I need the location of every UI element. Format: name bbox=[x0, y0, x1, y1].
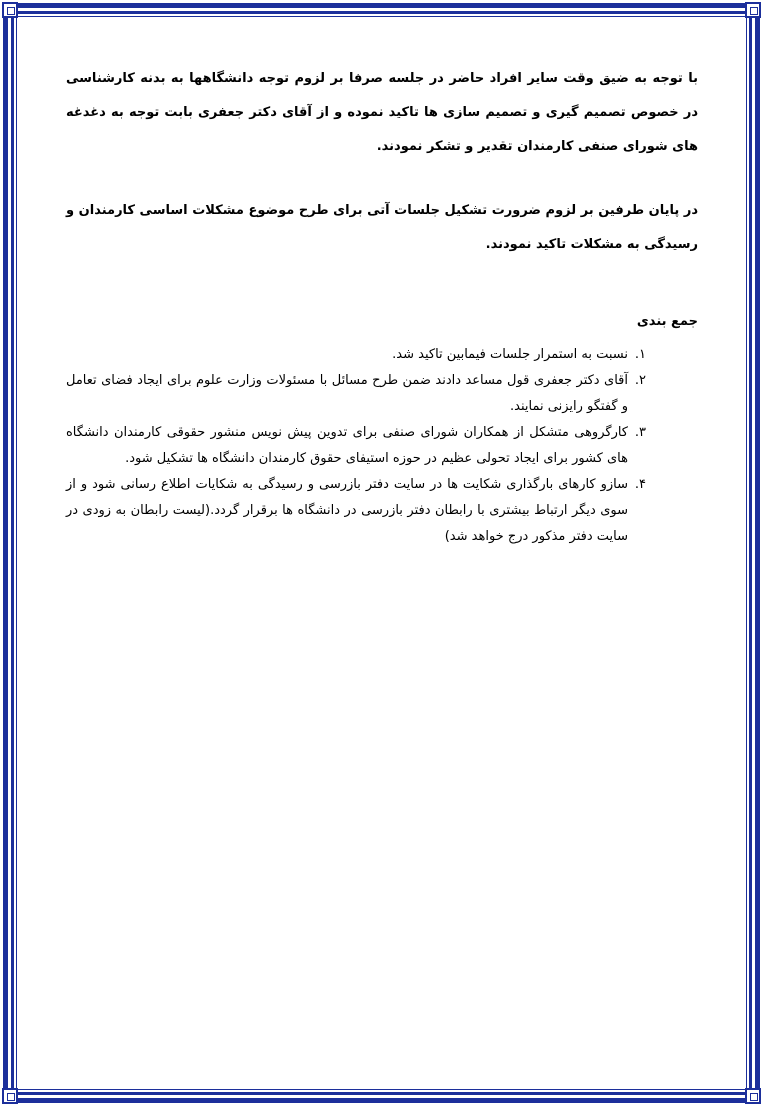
summary-list bbox=[66, 342, 698, 550]
list-item-number: ۲. bbox=[634, 373, 646, 388]
list-item-text: سازو کارهای بارگذاری شکایت ها در سایت دفتر بازرسی و رسیدگی به شکایات اطلاع رسانی شود و از سوی دیگر ارتباط بیشتری با رابطان دفتر بازرسی در دانشگاه ها برقرار گردد.(لیست رابطان به زودی در سایت دفتر مذکور درج خواهد شد) bbox=[66, 477, 628, 544]
list-item-text: کارگروهی متشکل از همکاران شورای صنفی برای تدوین پیش نویس منشور حقوقی کارمندان دانشگاه های کشور برای ایجاد تحولی عظیم در حوزه استیفای حقوق کارمندان دانشگاه ها تشکیل شود. bbox=[66, 425, 628, 466]
corner-ornament-bottom-left bbox=[2, 1088, 18, 1104]
paragraph-closing-agreement: در پایان طرفین بر لزوم ضرورت تشکیل جلسات آتی برای طرح موضوع مشکلات اساسی کارمندان و رسیدگی به مشکلات تاکید نمودند. bbox=[66, 203, 698, 252]
list-item-text: آقای دکتر جعفری قول مساعد دادند ضمن طرح مسائل با مسئولات وزارت علوم برای ایجاد فضای تعامل و گفتگو رایزنی نمایند. bbox=[66, 373, 628, 414]
list-item-number: ۳. bbox=[634, 425, 646, 440]
list-item bbox=[66, 342, 698, 368]
corner-ornament-bottom-right bbox=[745, 1088, 761, 1104]
list-item bbox=[66, 472, 698, 550]
document-body bbox=[66, 62, 698, 550]
summary-heading: جمع بندی bbox=[636, 314, 698, 329]
corner-ornament-top-right bbox=[745, 2, 761, 18]
paragraph-experts-emphasis: با توجه به ضیق وقت سایر افراد حاضر در جلسه صرفا بر لزوم توجه دانشگاهها به بدنه کارشناسی در خصوص تصمیم گیری و تصمیم سازی ها تاکید نموده و از آقای دکتر جعفری بابت توجه به دغدغه های شورای صنفی کارمندان تقدیر و تشکر نمودند. bbox=[66, 71, 698, 154]
list-item-text: نسبت به استمرار جلسات فیمابین تاکید شد. bbox=[392, 347, 628, 362]
list-item-number: ۴. bbox=[634, 477, 646, 492]
corner-ornament-top-left bbox=[2, 2, 18, 18]
list-item bbox=[66, 368, 698, 420]
list-item bbox=[66, 420, 698, 472]
list-item-number: ۱. bbox=[634, 347, 646, 362]
